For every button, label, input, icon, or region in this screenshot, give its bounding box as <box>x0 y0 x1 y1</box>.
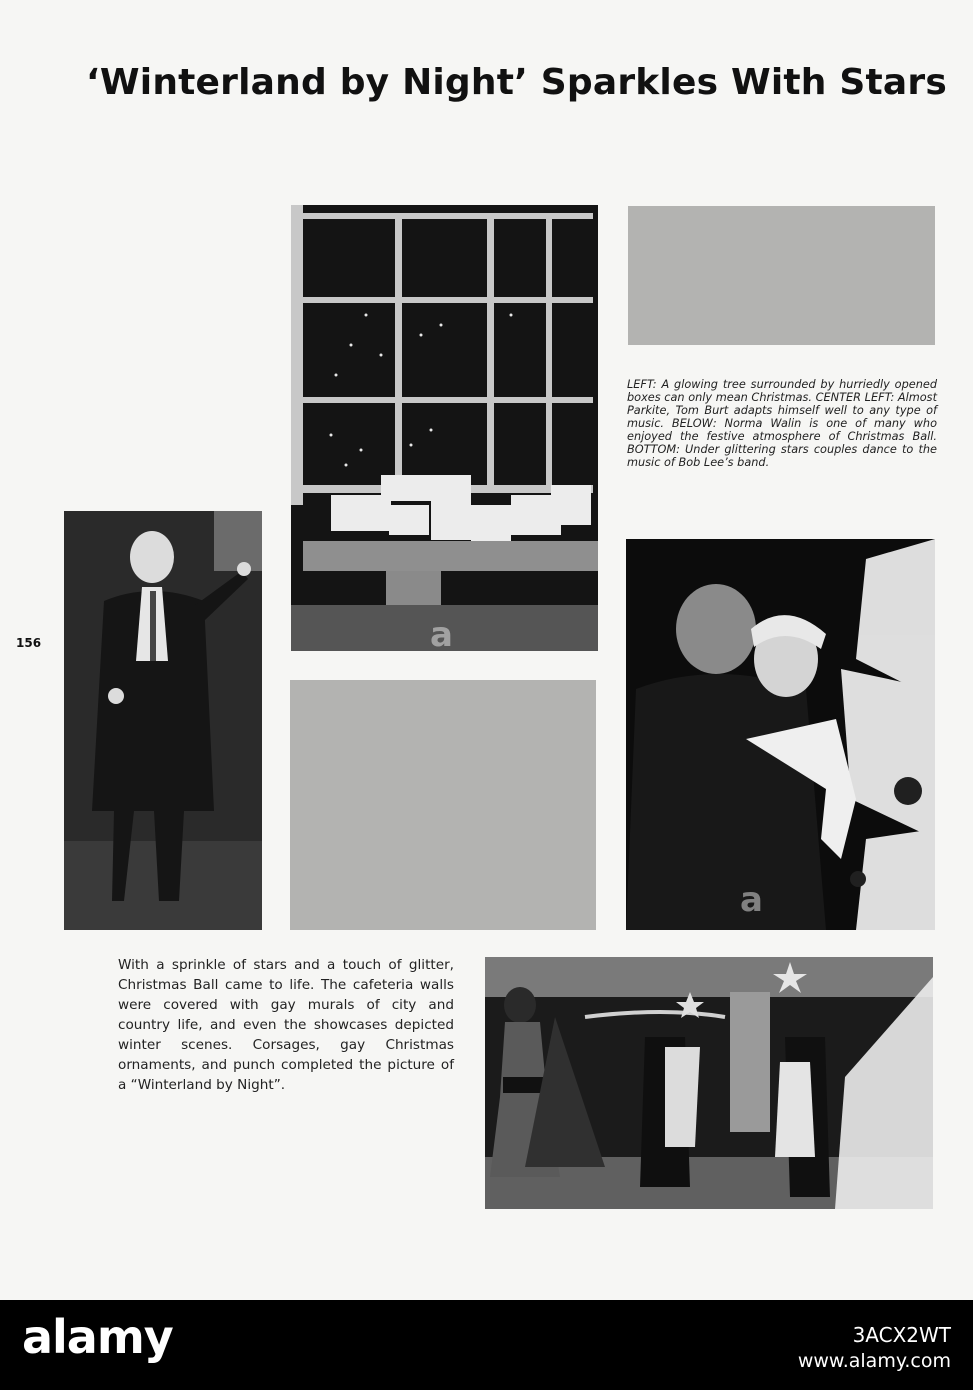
page-number: 156 <box>16 636 42 650</box>
watermark-logo: a <box>430 615 453 655</box>
stock-info <box>798 1322 951 1374</box>
photo-window-boxes <box>291 205 598 651</box>
gray-placeholder-center <box>290 680 596 930</box>
stock-logo: alamy <box>22 1310 173 1364</box>
gray-placeholder-top-right <box>628 206 935 345</box>
page-title: ‘Winterland by Night’ Sparkles With Stars <box>86 62 947 103</box>
article-body-text: With a sprinkle of stars and a touch of glitter, Christmas Ball came to life. The cafeteria walls were covered with gay murals of city and country life, and even the showcases depicted winter scenes. Corsages, gay Christmas ornaments, and punch completed the picture of a “Winterland by Night”. <box>118 957 454 1093</box>
watermark-logo: a <box>740 880 763 920</box>
stock-image-id: 3ACX2WT <box>852 1323 951 1347</box>
photo-couple-dancing-tree <box>626 539 935 930</box>
photo-caption: LEFT: A glowing tree surrounded by hurriedly opened boxes can only mean Christmas. CENTER LEFT: Almost Parkite, Tom Burt adapts himself well to any type of music. BELOW: Norma Walin is one of many who enjoyed the festive atmosphere of Christmas Ball. BOTTOM: Under glittering stars couples dance to the music of Bob Lee’s band. <box>627 378 937 469</box>
stock-url: www.alamy.com <box>797 1350 951 1372</box>
photo-dance-floor <box>485 957 933 1209</box>
photo-man-singing <box>64 511 262 930</box>
